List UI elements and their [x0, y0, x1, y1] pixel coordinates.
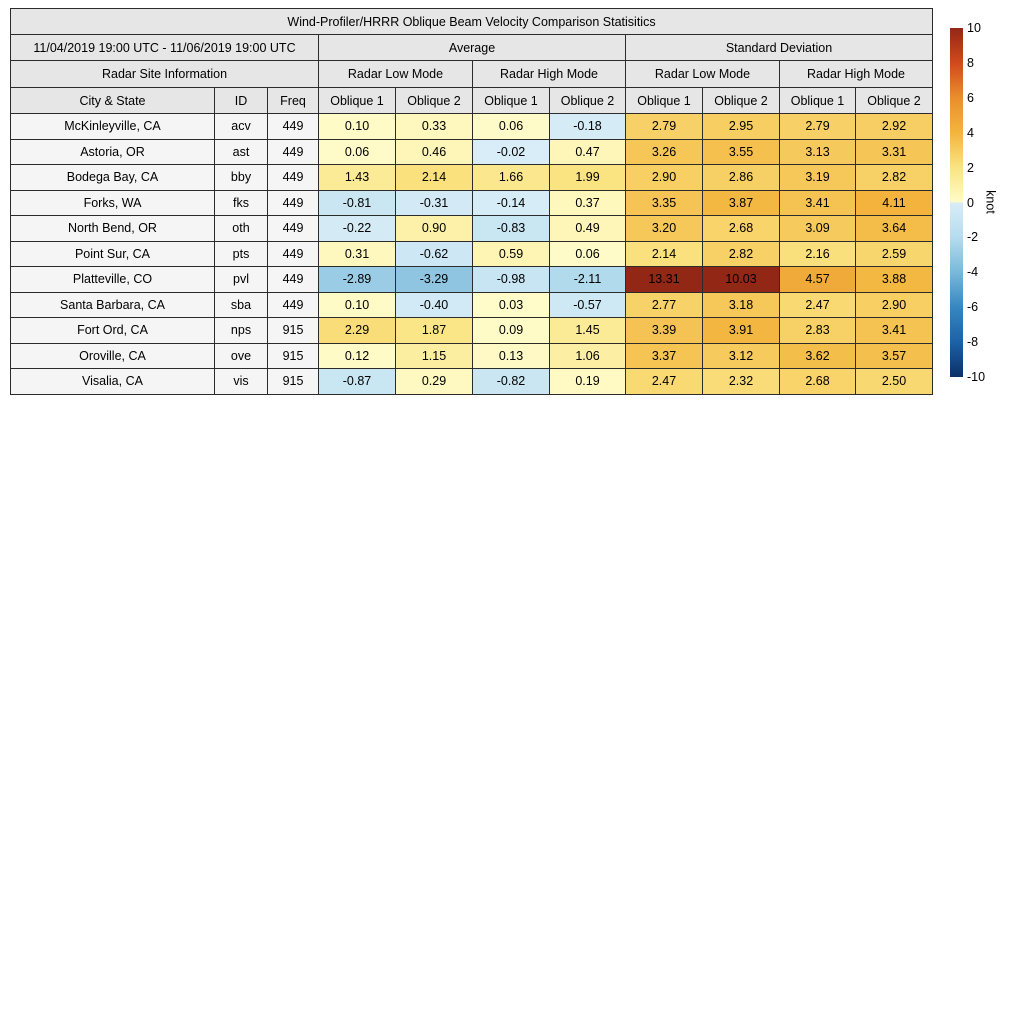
city-cell: Oroville, CA: [11, 343, 215, 369]
city-cell: Santa Barbara, CA: [11, 292, 215, 318]
table-row: [11, 292, 933, 318]
value-cell: 3.88: [856, 267, 933, 293]
table-row: [11, 343, 933, 369]
city-cell: North Bend, OR: [11, 216, 215, 242]
colorbar-tick-label: 8: [967, 55, 974, 70]
value-cell: 1.66: [473, 165, 550, 191]
table-row: [11, 114, 933, 140]
value-cell: 3.19: [780, 165, 856, 191]
freq-cell: 449: [268, 241, 319, 267]
oblique1-column-header: Oblique 1: [473, 88, 550, 114]
value-cell: 0.37: [550, 190, 626, 216]
value-cell: 2.32: [703, 369, 780, 395]
id-column-header: ID: [215, 88, 268, 114]
date-range-label: 11/04/2019 19:00 UTC - 11/06/2019 19:00 UTC: [11, 35, 319, 61]
value-cell: -0.18: [550, 114, 626, 140]
table-row: [11, 267, 933, 293]
freq-cell: 915: [268, 343, 319, 369]
freq-column-header: Freq: [268, 88, 319, 114]
value-cell: 3.35: [626, 190, 703, 216]
page-title: Wind-Profiler/HRRR Oblique Beam Velocity Comparison Statisitics: [11, 9, 933, 35]
value-cell: 0.59: [473, 241, 550, 267]
value-cell: 0.12: [319, 343, 396, 369]
oblique1-column-header: Oblique 1: [626, 88, 703, 114]
city-cell: Fort Ord, CA: [11, 318, 215, 344]
city-cell: Point Sur, CA: [11, 241, 215, 267]
value-cell: 2.82: [856, 165, 933, 191]
value-cell: 3.41: [856, 318, 933, 344]
value-cell: 3.13: [780, 139, 856, 165]
value-cell: 3.64: [856, 216, 933, 242]
value-cell: 0.46: [396, 139, 473, 165]
site-id-cell: oth: [215, 216, 268, 242]
site-id-cell: pvl: [215, 267, 268, 293]
value-cell: 0.06: [473, 114, 550, 140]
value-cell: -0.62: [396, 241, 473, 267]
value-cell: 3.41: [780, 190, 856, 216]
freq-cell: 449: [268, 216, 319, 242]
value-cell: -0.40: [396, 292, 473, 318]
city-cell: Bodega Bay, CA: [11, 165, 215, 191]
stats-table: [10, 8, 933, 395]
std-deviation-group-header: Standard Deviation: [626, 35, 933, 61]
colorbar-tick-label: 4: [967, 125, 974, 140]
group-header-row: [11, 35, 933, 61]
value-cell: 3.62: [780, 343, 856, 369]
colorbar: [950, 28, 963, 377]
city-state-column-header: City & State: [11, 88, 215, 114]
value-cell: 2.16: [780, 241, 856, 267]
table-row: [11, 369, 933, 395]
value-cell: -0.57: [550, 292, 626, 318]
freq-cell: 915: [268, 318, 319, 344]
value-cell: 0.03: [473, 292, 550, 318]
value-cell: 10.03: [703, 267, 780, 293]
oblique2-column-header: Oblique 2: [703, 88, 780, 114]
colorbar-tick-label: 10: [967, 20, 981, 35]
city-cell: McKinleyville, CA: [11, 114, 215, 140]
value-cell: 1.43: [319, 165, 396, 191]
value-cell: 3.37: [626, 343, 703, 369]
freq-cell: 449: [268, 292, 319, 318]
freq-cell: 449: [268, 114, 319, 140]
std-low-mode-header: Radar Low Mode: [626, 61, 780, 88]
site-id-cell: nps: [215, 318, 268, 344]
value-cell: 0.31: [319, 241, 396, 267]
site-id-cell: bby: [215, 165, 268, 191]
value-cell: 2.47: [780, 292, 856, 318]
value-cell: 2.79: [626, 114, 703, 140]
city-cell: Platteville, CO: [11, 267, 215, 293]
site-id-cell: fks: [215, 190, 268, 216]
value-cell: 0.09: [473, 318, 550, 344]
site-id-cell: ove: [215, 343, 268, 369]
value-cell: 3.39: [626, 318, 703, 344]
oblique1-column-header: Oblique 1: [780, 88, 856, 114]
table-row: [11, 216, 933, 242]
value-cell: 2.47: [626, 369, 703, 395]
table-row: [11, 241, 933, 267]
colorbar-tick-label: 6: [967, 90, 974, 105]
value-cell: 2.14: [396, 165, 473, 191]
oblique1-column-header: Oblique 1: [319, 88, 396, 114]
oblique2-column-header: Oblique 2: [856, 88, 933, 114]
value-cell: -0.02: [473, 139, 550, 165]
value-cell: 0.19: [550, 369, 626, 395]
city-cell: Forks, WA: [11, 190, 215, 216]
colorbar-tick-label: -2: [967, 230, 979, 245]
value-cell: 0.90: [396, 216, 473, 242]
avg-high-mode-header: Radar High Mode: [473, 61, 626, 88]
value-cell: -0.14: [473, 190, 550, 216]
value-cell: 4.57: [780, 267, 856, 293]
mode-header-row: [11, 61, 933, 88]
colorbar-tick-label: 0: [967, 195, 974, 210]
value-cell: 3.87: [703, 190, 780, 216]
site-id-cell: ast: [215, 139, 268, 165]
value-cell: 2.29: [319, 318, 396, 344]
oblique2-column-header: Oblique 2: [550, 88, 626, 114]
value-cell: 2.50: [856, 369, 933, 395]
freq-cell: 449: [268, 190, 319, 216]
value-cell: 3.57: [856, 343, 933, 369]
value-cell: 1.06: [550, 343, 626, 369]
value-cell: 2.86: [703, 165, 780, 191]
value-cell: 0.10: [319, 114, 396, 140]
table-row: [11, 165, 933, 191]
value-cell: 2.79: [780, 114, 856, 140]
value-cell: 2.77: [626, 292, 703, 318]
value-cell: -0.82: [473, 369, 550, 395]
site-id-cell: vis: [215, 369, 268, 395]
value-cell: 3.26: [626, 139, 703, 165]
value-cell: 3.31: [856, 139, 933, 165]
colorbar-tick-label: 2: [967, 160, 974, 175]
value-cell: 2.68: [780, 369, 856, 395]
value-cell: 0.10: [319, 292, 396, 318]
value-cell: 3.09: [780, 216, 856, 242]
value-cell: 3.91: [703, 318, 780, 344]
value-cell: 0.13: [473, 343, 550, 369]
site-id-cell: acv: [215, 114, 268, 140]
value-cell: -0.81: [319, 190, 396, 216]
value-cell: 0.06: [319, 139, 396, 165]
value-cell: 3.12: [703, 343, 780, 369]
value-cell: 2.92: [856, 114, 933, 140]
value-cell: 0.47: [550, 139, 626, 165]
site-id-cell: sba: [215, 292, 268, 318]
value-cell: -0.83: [473, 216, 550, 242]
site-id-cell: pts: [215, 241, 268, 267]
freq-cell: 915: [268, 369, 319, 395]
city-cell: Visalia, CA: [11, 369, 215, 395]
std-high-mode-header: Radar High Mode: [780, 61, 933, 88]
value-cell: 3.55: [703, 139, 780, 165]
colorbar-tick-label: -6: [967, 299, 979, 314]
value-cell: 2.14: [626, 241, 703, 267]
value-cell: 1.45: [550, 318, 626, 344]
value-cell: 1.15: [396, 343, 473, 369]
table-row: [11, 318, 933, 344]
colorbar-unit-label: knot: [983, 190, 998, 214]
value-cell: 0.06: [550, 241, 626, 267]
value-cell: -0.87: [319, 369, 396, 395]
value-cell: 13.31: [626, 267, 703, 293]
freq-cell: 449: [268, 267, 319, 293]
value-cell: 4.11: [856, 190, 933, 216]
value-cell: 1.99: [550, 165, 626, 191]
city-cell: Astoria, OR: [11, 139, 215, 165]
value-cell: 0.33: [396, 114, 473, 140]
value-cell: 2.90: [626, 165, 703, 191]
freq-cell: 449: [268, 139, 319, 165]
value-cell: 2.59: [856, 241, 933, 267]
value-cell: -3.29: [396, 267, 473, 293]
average-group-header: Average: [319, 35, 626, 61]
value-cell: -0.31: [396, 190, 473, 216]
colorbar-tick-label: -4: [967, 265, 979, 280]
column-header-row: [11, 88, 933, 114]
colorbar-tick-label: -8: [967, 334, 979, 349]
value-cell: 2.68: [703, 216, 780, 242]
value-cell: 1.87: [396, 318, 473, 344]
title-row: [11, 9, 933, 35]
value-cell: -0.98: [473, 267, 550, 293]
value-cell: 2.82: [703, 241, 780, 267]
value-cell: 3.18: [703, 292, 780, 318]
site-info-header: Radar Site Information: [11, 61, 319, 88]
value-cell: 0.49: [550, 216, 626, 242]
table-row: [11, 139, 933, 165]
value-cell: 2.95: [703, 114, 780, 140]
value-cell: 0.29: [396, 369, 473, 395]
value-cell: 3.20: [626, 216, 703, 242]
avg-low-mode-header: Radar Low Mode: [319, 61, 473, 88]
table-row: [11, 190, 933, 216]
value-cell: 2.90: [856, 292, 933, 318]
value-cell: -0.22: [319, 216, 396, 242]
value-cell: -2.89: [319, 267, 396, 293]
colorbar-tick-label: -10: [967, 369, 986, 384]
value-cell: 2.83: [780, 318, 856, 344]
value-cell: -2.11: [550, 267, 626, 293]
freq-cell: 449: [268, 165, 319, 191]
oblique2-column-header: Oblique 2: [396, 88, 473, 114]
